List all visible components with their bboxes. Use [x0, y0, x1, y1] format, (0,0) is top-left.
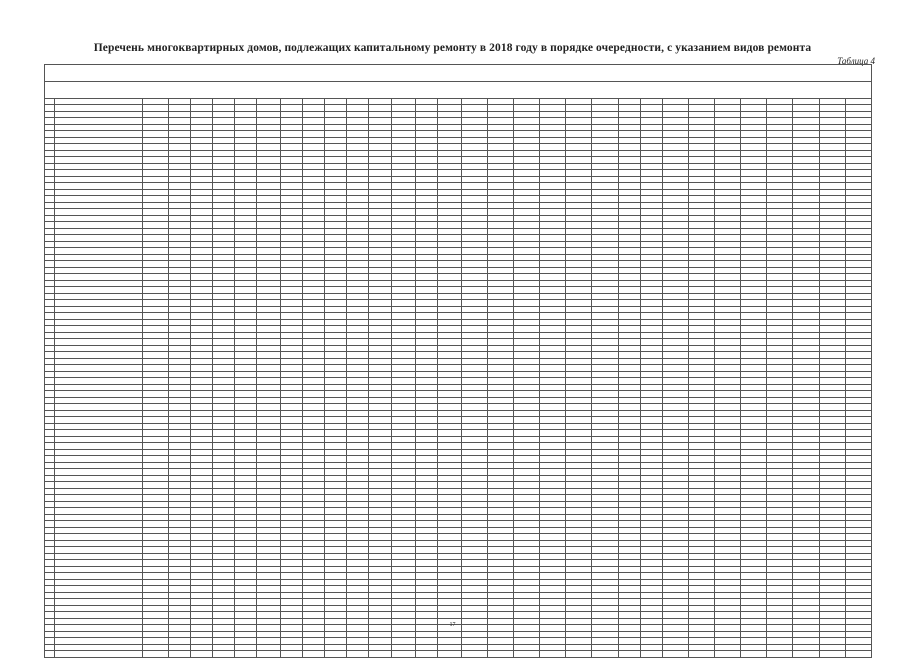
table-cell: [566, 651, 592, 658]
table-cell: [662, 651, 688, 658]
table-cell: [45, 651, 55, 658]
table-cell: [487, 651, 513, 658]
table-cell: [143, 651, 168, 658]
table-cell: [767, 651, 793, 658]
table-cell: [618, 651, 640, 658]
table-cell: [369, 651, 391, 658]
table-cell: [514, 651, 540, 658]
table-cell: [190, 651, 212, 658]
table-cell: [256, 651, 280, 658]
header-row-columns: [45, 82, 872, 99]
table-cell: [688, 651, 714, 658]
header-columns-cell: [45, 82, 872, 99]
table-cell: [437, 651, 461, 658]
table-cell: [234, 651, 256, 658]
table-cell: [845, 651, 871, 658]
table-cell: [415, 651, 437, 658]
table-header: [45, 65, 872, 99]
table-cell: [168, 651, 190, 658]
repair-table-sheet: [44, 64, 872, 604]
table-tag: Таблица 4: [837, 56, 875, 66]
table-cell: [391, 651, 415, 658]
table-cell: [325, 651, 347, 658]
table-cell: [540, 651, 566, 658]
table-cell: [793, 651, 819, 658]
repair-table: [44, 64, 872, 658]
table-row: [45, 651, 872, 658]
table-cell: [212, 651, 234, 658]
table-cell: [819, 651, 845, 658]
table-cell: [55, 651, 143, 658]
header-row-groups: [45, 65, 872, 82]
table-cell: [741, 651, 767, 658]
page-title: Перечень многоквартирных домов, подлежащих капитальному ремонту в 2018 году в порядке очередности, с указанием видов ремонта: [93, 42, 812, 54]
table-cell: [640, 651, 662, 658]
table-body: [45, 99, 872, 658]
table-cell: [281, 651, 303, 658]
header-group-cell: [45, 65, 872, 82]
table-cell: [303, 651, 325, 658]
table-cell: [461, 651, 487, 658]
table-cell: [715, 651, 741, 658]
table-cell: [592, 651, 618, 658]
table-cell: [347, 651, 369, 658]
page-number: 17: [449, 622, 456, 628]
